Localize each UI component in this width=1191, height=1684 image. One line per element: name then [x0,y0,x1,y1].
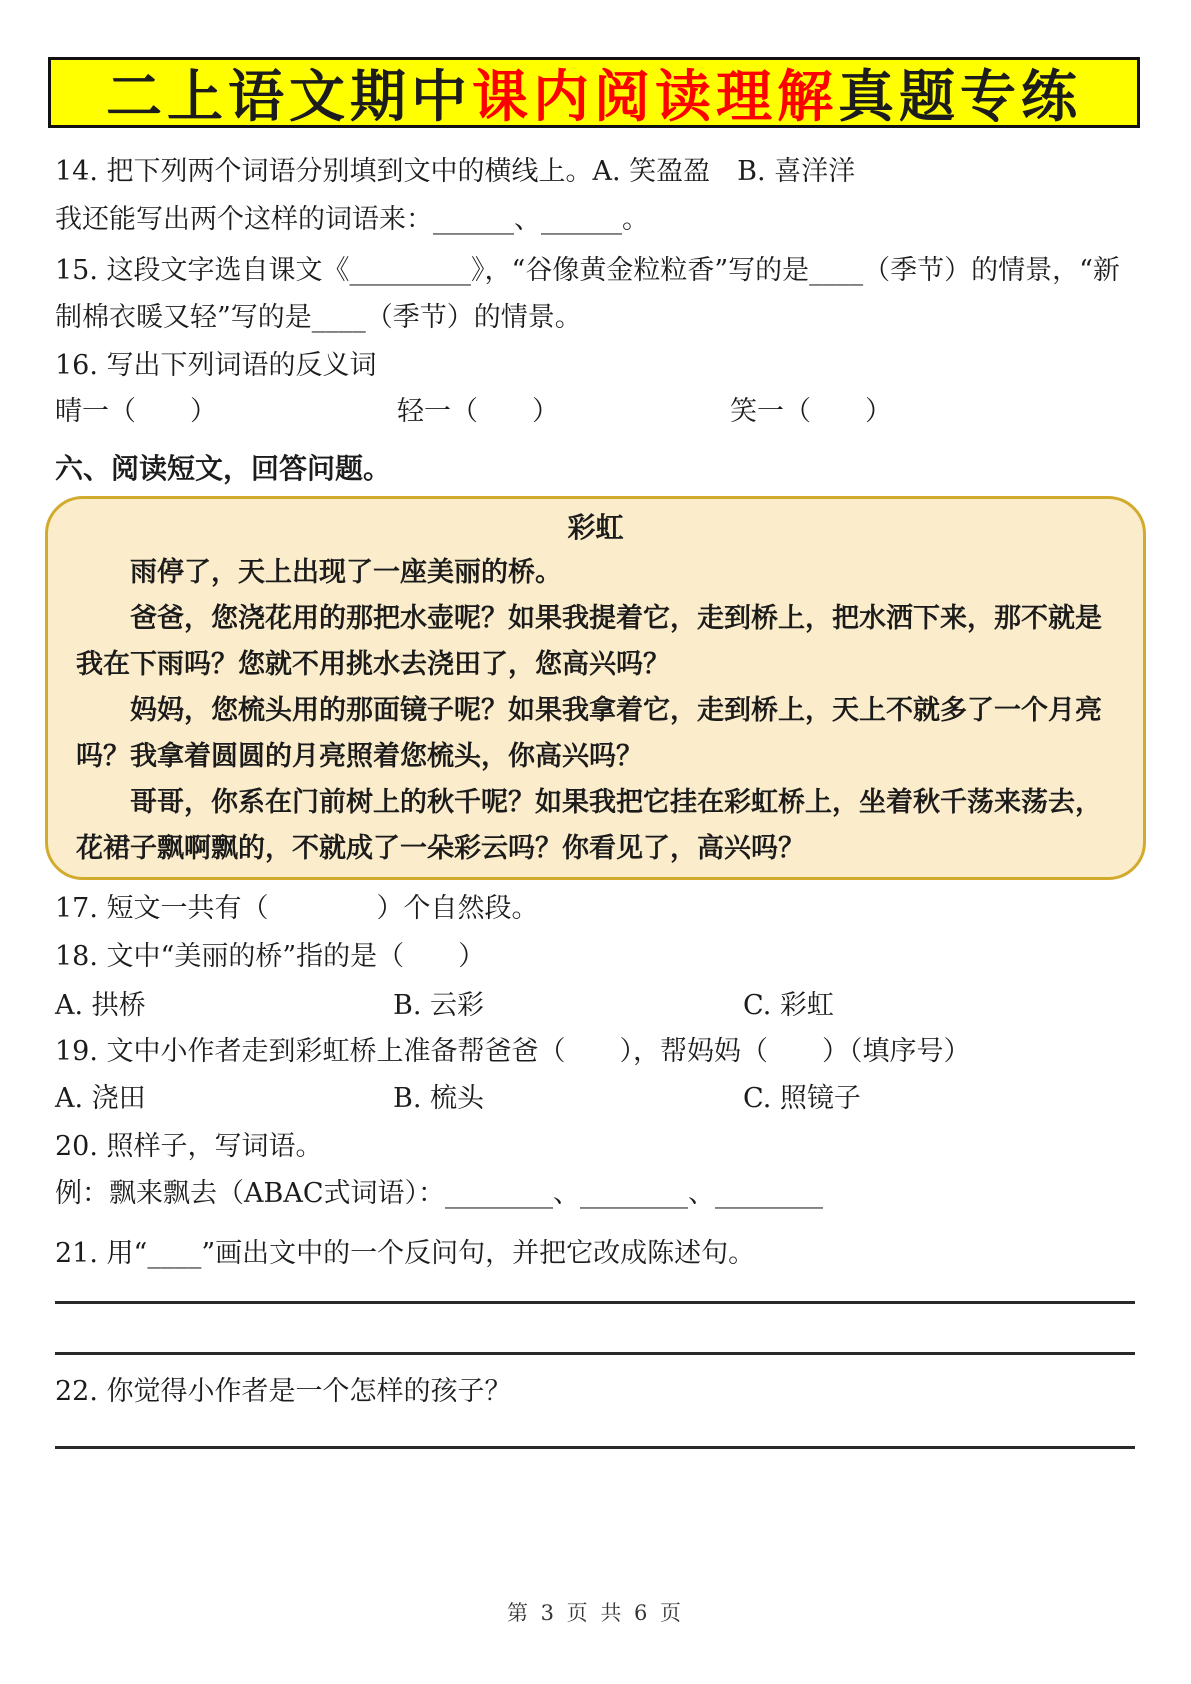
question-19-option-b: B. 梳头 [393,1083,485,1114]
question-17: 17. 短文一共有（ ）个自然段。 [55,893,539,924]
question-18-option-c: C. 彩虹 [743,990,834,1021]
section-six-header: 六、阅读短文，回答问题。 [55,452,392,485]
passage-title: 彩虹 [567,511,624,544]
question-18: 18. 文中“美丽的桥”指的是（ ） [55,941,486,972]
title-banner [48,57,1140,128]
question-20: 20. 照样子，写词语。 [55,1131,323,1162]
question-16-item-1: 晴一（ ） [55,396,217,427]
question-16-item-3: 笑一（ ） [730,396,892,427]
passage-paragraph-3: 妈妈，您梳头用的那面镜子呢？如果我拿着它，走到桥上，天上不就多了一个月亮吗？我拿着圆圆的月亮照着您梳头，你高兴吗？ [76,695,1102,772]
question-19-option-c: C. 照镜子 [743,1083,861,1114]
passage-paragraph-2: 爸爸，您浇花用的那把水壶呢？如果我提着它，走到桥上，把水洒下来，那不就是我在下雨吗？您就不用挑水去浇田了，您高兴吗？ [76,603,1102,680]
reading-passage-box [45,496,1146,880]
question-19-option-a: A. 浇田 [55,1083,146,1114]
question-18-option-b: B. 云彩 [393,990,485,1021]
question-22: 22. 你觉得小作者是一个怎样的孩子？ [55,1376,512,1407]
passage-paragraph-1: 雨停了，天上出现了一座美丽的桥。 [130,557,562,588]
answer-line-2 [55,1352,1135,1355]
question-19: 19. 文中小作者走到彩虹桥上准备帮爸爸（ ），帮妈妈（ ）（填序号） [55,1036,971,1067]
answer-line-3 [55,1446,1135,1449]
question-16: 16. 写出下列词语的反义词 [55,350,377,381]
question-16-item-2: 轻一（ ） [397,396,559,427]
answer-line-1 [55,1301,1135,1304]
passage-paragraph-4: 哥哥，你系在门前树上的秋千呢？如果我把它挂在彩虹桥上，坐着秋千荡来荡去，花裙子飘啊飘的，不就成了一朵彩云吗？你看见了，高兴吗？ [76,787,1102,864]
title-segment-left: 二上语文期中 [106,63,472,130]
question-18-option-a: A. 拱桥 [55,990,146,1021]
title-segment-right: 真题专练 [838,63,1082,130]
question-14-line-1: 14. 把下列两个词语分别填到文中的横线上。A. 笑盈盈 B. 喜洋洋 [55,156,856,187]
page-number-footer: 第 3 页 共 6 页 [506,1601,685,1625]
question-20-example: 例：飘来飘去（ABAC式词语）：________、________、________ [55,1178,823,1209]
question-15: 15. 这段文字选自课文《_________》，“谷像黄金粒粒香”写的是____（季节）的情景，“新制棉衣暖又轻”写的是____（季节）的情景。 [55,255,1120,333]
question-21: 21. 用“____”画出文中的一个反问句，并把它改成陈述句。 [55,1238,756,1269]
title-segment-highlight: 课内阅读理解 [472,63,838,130]
question-14-line-2: 我还能写出两个这样的词语来：______、______。 [55,204,649,235]
